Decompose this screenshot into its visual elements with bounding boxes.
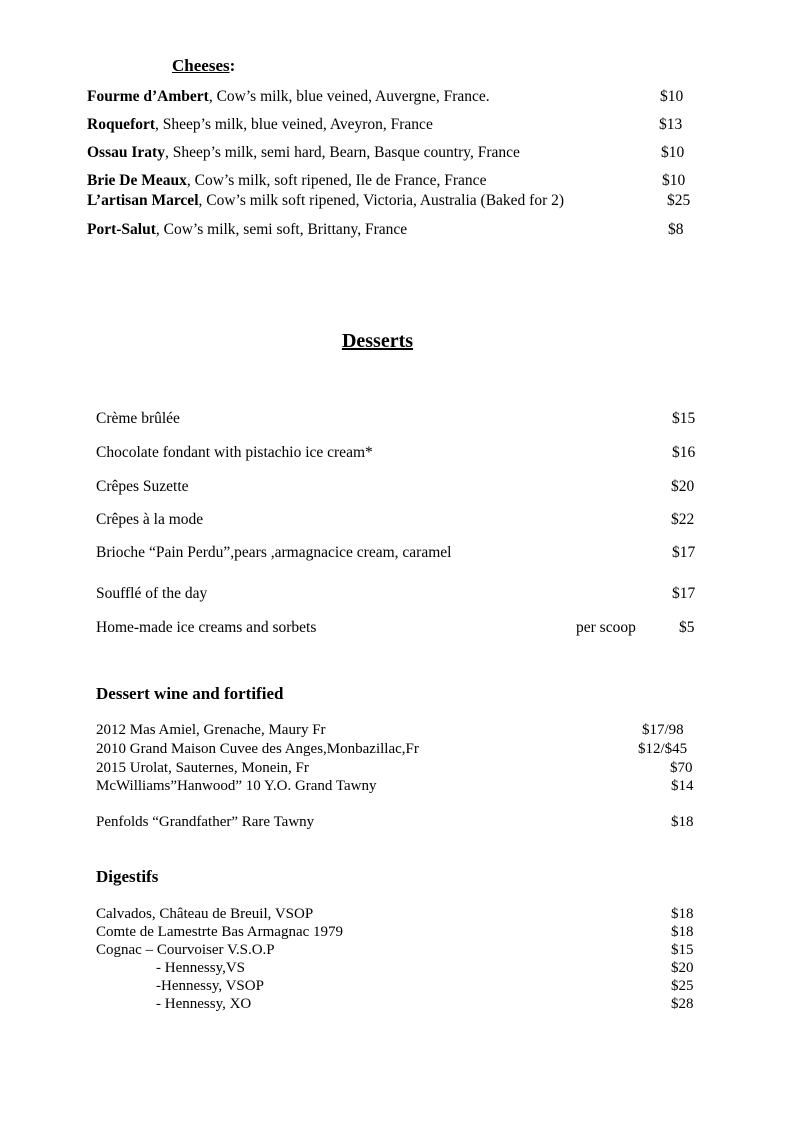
cheese-description: , Cow’s milk, blue veined, Auvergne, France.: [208, 88, 490, 105]
digestifs-heading: Digestifs: [96, 867, 159, 886]
cheese-name: Roquefort: [87, 116, 156, 133]
cheese-item: [87, 88, 490, 106]
cheeses-heading-colon: :: [229, 56, 236, 75]
digestif-item-name: - Hennessy, XO: [156, 996, 252, 1012]
cheese-description: , Sheep’s milk, semi hard, Bearn, Basque country, France: [164, 144, 520, 161]
cheese-price: $10: [662, 172, 686, 189]
dessert-item-price: $20: [671, 478, 695, 495]
dessert-item-name: Brioche “Pain Perdu”,pears ,armagnacice cream, caramel: [96, 544, 452, 561]
digestif-item-price: $18: [671, 924, 694, 940]
wine-item-price: $17/98: [642, 722, 684, 738]
dessert-wine-heading: Dessert wine and fortified: [96, 684, 284, 703]
digestif-item-name: Comte de Lamestrte Bas Armagnac 1979: [96, 924, 344, 940]
wine-item-price: $18: [671, 814, 694, 830]
cheese-name: Brie De Meaux: [87, 172, 187, 189]
cheese-description: , Cow’s milk, soft ripened, Ile de France, France: [186, 172, 487, 189]
cheese-item: [87, 144, 520, 162]
wine-item-name: 2012 Mas Amiel, Grenache, Maury Fr: [96, 722, 326, 738]
cheese-price: $8: [668, 221, 684, 238]
wine-item-price: $14: [671, 778, 694, 794]
dessert-item-price: $22: [671, 511, 695, 528]
cheese-description: , Sheep’s milk, blue veined, Aveyron, France: [155, 116, 433, 133]
cheese-item: [87, 192, 564, 210]
cheese-description: , Cow’s milk, semi soft, Brittany, France: [155, 221, 408, 238]
cheese-name: Fourme d’Ambert: [87, 88, 209, 105]
dessert-item-name: Home-made ice creams and sorbets: [96, 619, 317, 636]
dessert-item-price: $16: [672, 444, 696, 461]
cheese-name: L’artisan Marcel: [87, 192, 199, 209]
cheese-item: [87, 172, 486, 190]
cheese-price: $10: [661, 144, 685, 161]
wine-item-name: 2015 Urolat, Sauternes, Monein, Fr: [96, 760, 309, 776]
dessert-item-name: Crème brûlée: [96, 410, 180, 427]
cheese-price: $13: [659, 116, 683, 133]
cheeses-heading: [172, 56, 235, 76]
digestif-item-price: $15: [671, 942, 694, 958]
per-scoop-note: per scoop: [576, 619, 636, 636]
cheese-item: [87, 221, 407, 239]
digestif-item-name: Cognac – Courvoiser V.S.O.P: [96, 942, 275, 958]
dessert-item-price: $15: [672, 410, 696, 427]
dessert-item-name: Crêpes à la mode: [96, 511, 204, 528]
dessert-item-name: Chocolate fondant with pistachio ice cream*: [96, 444, 373, 461]
desserts-heading: Desserts: [341, 330, 414, 352]
wine-item-price: $12/$45: [638, 741, 688, 757]
wine-item-name: 2010 Grand Maison Cuvee des Anges,Monbazillac,Fr: [96, 741, 419, 757]
digestif-item-price: $25: [671, 978, 694, 994]
dessert-item-price: $17: [672, 585, 696, 602]
dessert-item-price: $17: [672, 544, 696, 561]
digestif-item-name: - Hennessy,VS: [156, 960, 246, 976]
cheeses-heading-text: Cheeses: [172, 56, 230, 75]
digestif-item-name: -Hennessy, VSOP: [156, 978, 264, 994]
wine-item-name: McWilliams”Hanwood” 10 Y.O. Grand Tawny: [96, 778, 377, 794]
cheese-name: Ossau Iraty: [87, 144, 165, 161]
digestif-item-price: $18: [671, 906, 694, 922]
wine-item-name: Penfolds “Grandfather” Rare Tawny: [96, 814, 315, 830]
dessert-item-name: Soufflé of the day: [96, 585, 208, 602]
digestif-item-name: Calvados, Château de Breuil, VSOP: [96, 906, 314, 922]
digestif-item-price: $28: [671, 996, 694, 1012]
wine-item-price: $70: [670, 760, 693, 776]
cheese-price: $25: [667, 192, 691, 209]
cheese-name: Port-Salut: [87, 221, 156, 238]
cheese-price: $10: [660, 88, 684, 105]
dessert-item-price: $5: [679, 619, 695, 636]
digestif-item-price: $20: [671, 960, 694, 976]
cheese-description: , Cow’s milk soft ripened, Victoria, Australia (Baked for 2): [198, 192, 565, 209]
cheese-item: [87, 116, 433, 134]
dessert-item-name: Crêpes Suzette: [96, 478, 189, 495]
